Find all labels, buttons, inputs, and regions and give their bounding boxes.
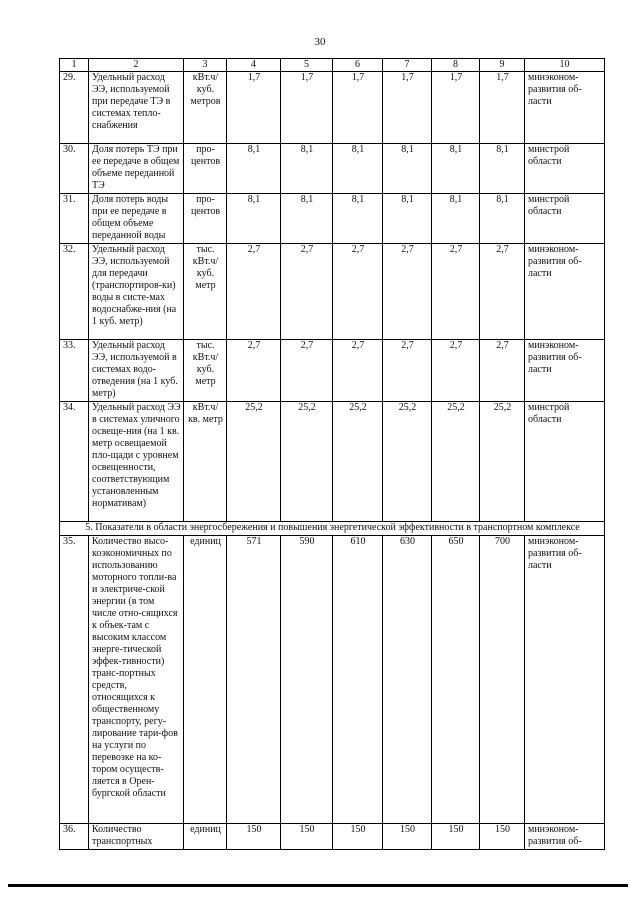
value-cell: 150 xyxy=(383,824,432,850)
value-cell: 8,1 xyxy=(227,144,281,194)
table-header-row xyxy=(60,59,605,72)
responsible-cell: минстрой области xyxy=(525,402,605,522)
value-cell: 8,1 xyxy=(383,194,432,244)
page-number: 30 xyxy=(314,36,326,48)
value-cell: 2,7 xyxy=(432,340,480,402)
row-number-cell: 35. xyxy=(60,536,89,824)
header-cell: 9 xyxy=(480,59,525,72)
value-cell: 1,7 xyxy=(333,72,383,144)
value-cell: 1,7 xyxy=(383,72,432,144)
value-cell: 1,7 xyxy=(227,72,281,144)
value-cell: 2,7 xyxy=(281,244,333,340)
value-cell: 8,1 xyxy=(281,194,333,244)
row-number-cell: 36. xyxy=(60,824,89,850)
value-cell: 2,7 xyxy=(480,244,525,340)
value-cell: 25,2 xyxy=(383,402,432,522)
value-cell: 2,7 xyxy=(383,244,432,340)
table-row xyxy=(60,72,605,144)
header-cell: 1 xyxy=(60,59,89,72)
responsible-cell: минстрой области xyxy=(525,144,605,194)
value-cell: 8,1 xyxy=(281,144,333,194)
row-number-cell: 30. xyxy=(60,144,89,194)
value-cell: 2,7 xyxy=(227,244,281,340)
indicator-name-cell: Количество транспортных xyxy=(89,824,184,850)
indicator-name-cell: Доля потерь воды при ее передаче в общем объеме переданной воды xyxy=(89,194,184,244)
value-cell: 150 xyxy=(281,824,333,850)
value-cell: 25,2 xyxy=(432,402,480,522)
value-cell: 150 xyxy=(432,824,480,850)
unit-cell: кВт.ч/ кв. метр xyxy=(184,402,227,522)
responsible-cell: минэконом-развития об- xyxy=(525,824,605,850)
header-cell: 5 xyxy=(281,59,333,72)
value-cell: 2,7 xyxy=(227,340,281,402)
value-cell: 25,2 xyxy=(480,402,525,522)
row-number-cell: 33. xyxy=(60,340,89,402)
table-row xyxy=(60,402,605,522)
value-cell: 8,1 xyxy=(480,144,525,194)
value-cell: 2,7 xyxy=(383,340,432,402)
section-row xyxy=(60,522,605,536)
unit-cell: тыс. кВт.ч/ куб. метр xyxy=(184,244,227,340)
bottom-rule xyxy=(8,884,628,887)
value-cell: 8,1 xyxy=(227,194,281,244)
header-cell: 8 xyxy=(432,59,480,72)
responsible-cell: минэконом-развития об-ласти xyxy=(525,244,605,340)
unit-cell: единиц xyxy=(184,536,227,824)
unit-cell: тыс. кВт.ч/ куб. метр xyxy=(184,340,227,402)
table-body xyxy=(60,59,605,850)
value-cell: 150 xyxy=(227,824,281,850)
table-row xyxy=(60,340,605,402)
indicator-name-cell: Удельный расход ЭЭ, используемой в системах водо-отведения (на 1 куб. метр) xyxy=(89,340,184,402)
table-row xyxy=(60,194,605,244)
value-cell: 25,2 xyxy=(333,402,383,522)
unit-cell: про-центов xyxy=(184,194,227,244)
value-cell: 8,1 xyxy=(333,194,383,244)
header-cell: 10 xyxy=(525,59,605,72)
value-cell: 8,1 xyxy=(432,194,480,244)
table-row xyxy=(60,824,605,850)
header-cell: 3 xyxy=(184,59,227,72)
value-cell: 25,2 xyxy=(227,402,281,522)
value-cell: 590 xyxy=(281,536,333,824)
value-cell: 2,7 xyxy=(333,340,383,402)
unit-cell: про-центов xyxy=(184,144,227,194)
table-row xyxy=(60,244,605,340)
indicator-name-cell: Удельный расход ЭЭ, используемой при передаче ТЭ в системах тепло-снабжения xyxy=(89,72,184,144)
responsible-cell: минстрой области xyxy=(525,194,605,244)
value-cell: 1,7 xyxy=(432,72,480,144)
indicator-name-cell: Удельный расход ЭЭ в системах уличного освеще-ния (на 1 кв. метр освещаемой пло-щади с уровнем освещенности, соответствующим установленным нормативам) xyxy=(89,402,184,522)
table-row xyxy=(60,536,605,824)
value-cell: 1,7 xyxy=(480,72,525,144)
section-title: 5. Показатели в области энергосбережения и повышения энергетической эффективности в транспортном комплексе xyxy=(60,522,605,536)
row-number-cell: 29. xyxy=(60,72,89,144)
value-cell: 650 xyxy=(432,536,480,824)
indicator-name-cell: Удельный расход ЭЭ, используемой для передачи (транспортиров-ки) воды в систе-мах водоснабже-ния (на 1 куб. метр) xyxy=(89,244,184,340)
value-cell: 2,7 xyxy=(432,244,480,340)
value-cell: 2,7 xyxy=(333,244,383,340)
indicator-name-cell: Количество высо-коэкономичных по использованию моторного топли-ва и электриче-ской энергии (в том числе отно-сящихся к объек-там с высоким классом энерге-тической эффек-тивности) транс-портных средств, относящихся к общественному транспорту, регу-лирование тари-фов на услуги по перевозке на ко-тором осуществ-ляется в Орен-бургской области xyxy=(89,536,184,824)
header-cell: 4 xyxy=(227,59,281,72)
value-cell: 700 xyxy=(480,536,525,824)
indicators-table xyxy=(59,58,605,850)
unit-cell: единиц xyxy=(184,824,227,850)
value-cell: 8,1 xyxy=(432,144,480,194)
row-number-cell: 32. xyxy=(60,244,89,340)
responsible-cell: минэконом-развития об-ласти xyxy=(525,340,605,402)
table-row xyxy=(60,144,605,194)
row-number-cell: 34. xyxy=(60,402,89,522)
value-cell: 2,7 xyxy=(281,340,333,402)
value-cell: 2,7 xyxy=(480,340,525,402)
header-cell: 7 xyxy=(383,59,432,72)
value-cell: 630 xyxy=(383,536,432,824)
value-cell: 610 xyxy=(333,536,383,824)
value-cell: 25,2 xyxy=(281,402,333,522)
unit-cell: кВт.ч/ куб. метров xyxy=(184,72,227,144)
value-cell: 8,1 xyxy=(383,144,432,194)
value-cell: 150 xyxy=(480,824,525,850)
value-cell: 571 xyxy=(227,536,281,824)
row-number-cell: 31. xyxy=(60,194,89,244)
indicator-name-cell: Доля потерь ТЭ при ее передаче в общем объеме переданной ТЭ xyxy=(89,144,184,194)
value-cell: 1,7 xyxy=(281,72,333,144)
header-cell: 2 xyxy=(89,59,184,72)
header-cell: 6 xyxy=(333,59,383,72)
responsible-cell: минэконом-развития об-ласти xyxy=(525,72,605,144)
value-cell: 8,1 xyxy=(333,144,383,194)
value-cell: 8,1 xyxy=(480,194,525,244)
responsible-cell: минэконом-развития об-ласти xyxy=(525,536,605,824)
value-cell: 150 xyxy=(333,824,383,850)
